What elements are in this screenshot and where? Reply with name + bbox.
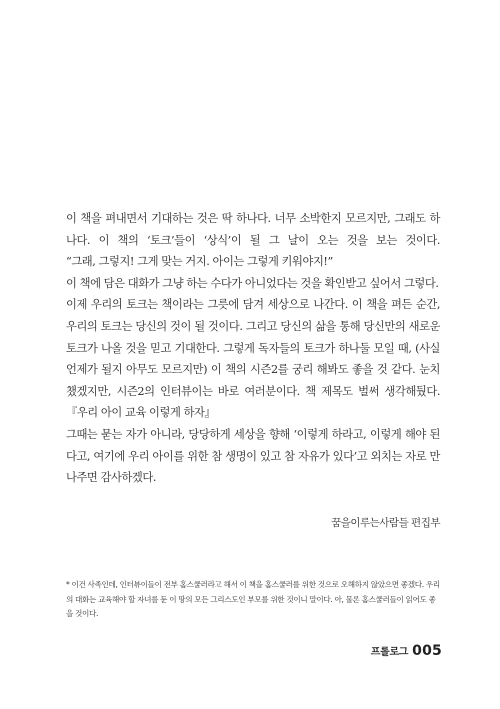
publisher-signature: 꿈을이루는사람들 편집부	[331, 517, 440, 529]
page-folio	[371, 640, 442, 659]
paragraph-3: 이 책에 담은 대화가 그냥 하는 수다가 아니었다는 것을 확인받고 싶어서 그렇다.	[66, 276, 439, 290]
paragraph-4: 이제 우리의 토크는 책이라는 그릇에 담겨 세상으로 나간다. 이 책을 펴든 순간, 우리의 토크는 당신의 것이 될 것이다. 그리고 당신의 삶을 통해 당신만의 새로운 토크가 나올 것을 믿고 기대한다. 그렇게 독자들의 토크가 하나둘 모일 때, (사실 언제가 될지 아무도 모르지만) 이 책의 시즌2를 궁리 해봐도 좋을 것 같다. 눈치 챘겠지만, 시즌2의 인터뷰이는 바로 여러분이다. 책 제목도 벌써 생각해뒀다.『우리 아이 교육 이렇게 하자』	[66, 298, 440, 420]
section-label: 프롤로그	[370, 647, 409, 658]
paragraph-1: 이 책을 펴내면서 기대하는 것은 딱 하나다. 너무 소박한지 모르지만, 그래도 하나다. 이 책의 ‘토크’들이 ‘상식’이 될 그 날이 오는 것을 보는 것이다.	[66, 212, 440, 247]
prologue-body	[66, 208, 440, 489]
paragraph-5: 그때는 묻는 자가 아니라, 당당하게 세상을 향해 ‘이렇게 하라고, 이렇게 해야 된다고, 여기에 우리 아이를 위한 참 생명이 있고 참 자유가 있다’고 외치는 자로 만나주면 감사하겠다.	[66, 427, 440, 485]
footnote: * 이건 사족인데, 인터뷰이들이 전부 홈스쿨러라고 해서 이 책을 홈스쿨러를 위한 것으로 오해하지 않았으면 좋겠다. 우리의 대화는 교육해야 할 자녀를 둔 이 땅의 모든 그리스도인 부모를 위한 것이니 말이다. 아, 물론 홈스쿨러들이 읽어도 좋을 것이다.	[66, 580, 440, 618]
page-number: 005	[412, 642, 442, 659]
paragraph-2: “그래, 그렇지! 그게 맞는 거지. 아이는 그렇게 키워야지!”	[66, 255, 333, 269]
